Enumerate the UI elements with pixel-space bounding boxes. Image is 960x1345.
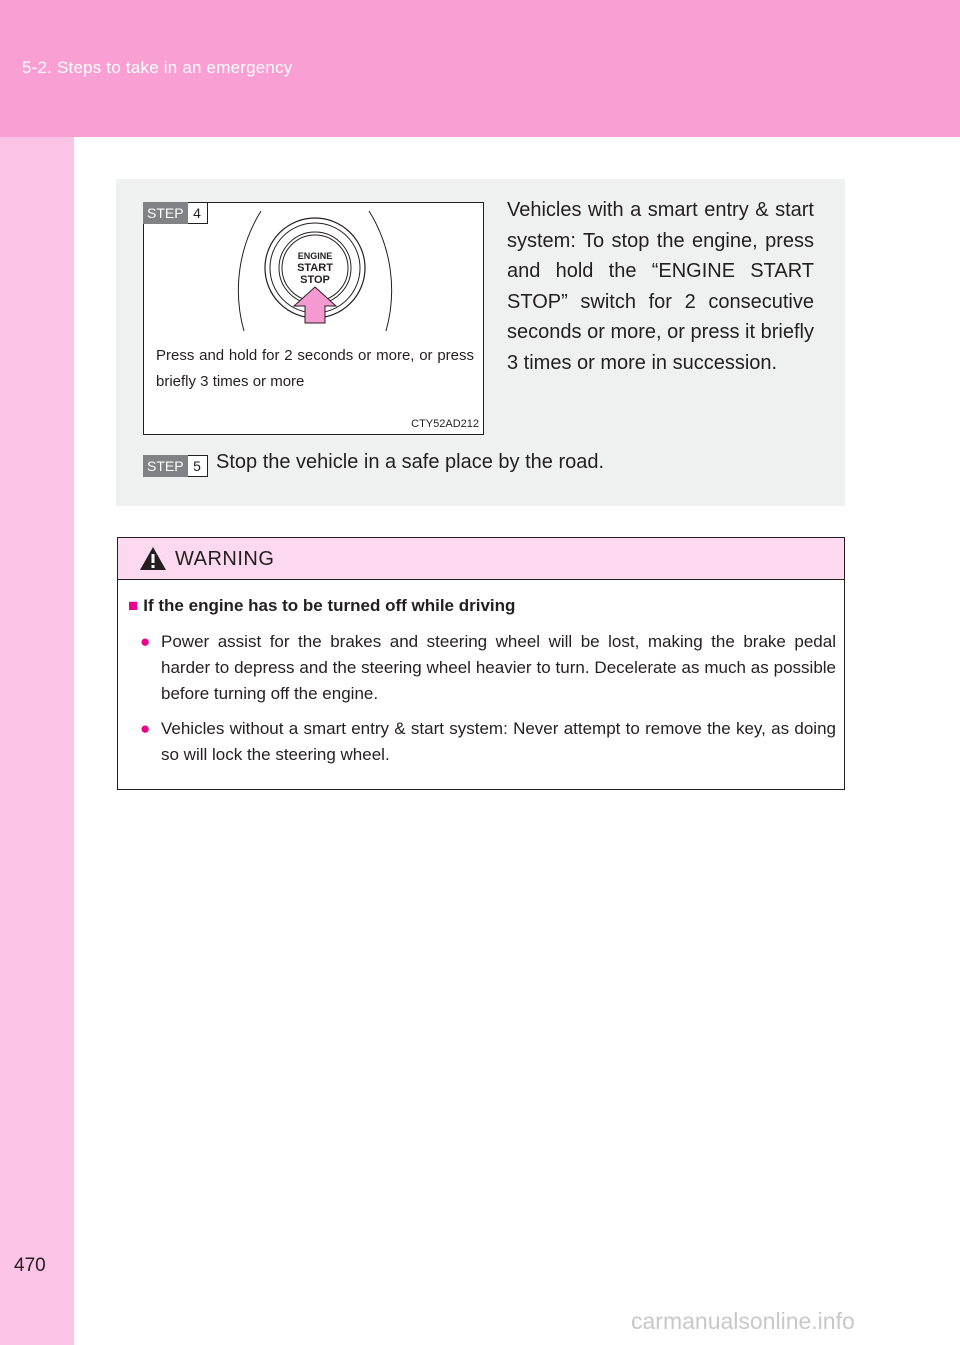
- side-band: [0, 137, 74, 1345]
- engine-switch-figure: [143, 202, 484, 435]
- button-text-line3: STOP: [300, 274, 330, 286]
- figure-caption: Press and hold for 2 seconds or more, or press briefly 3 times or more: [156, 347, 474, 390]
- warning-bullet-text: Power assist for the brakes and steering wheel will be lost, making the brake pedal harder to depress and the steering wheel heavier to turn. Decelerate as much as possible before turning off the engine.: [161, 632, 836, 703]
- watermark: carmanualsonline.info: [631, 1308, 855, 1334]
- warning-title: WARNING: [175, 548, 275, 570]
- step-tag-number: 4: [188, 202, 208, 224]
- warning-subheading-text: If the engine has to be turned off while driving: [143, 596, 516, 615]
- square-bullet-icon: ■: [128, 596, 139, 615]
- step-5-tag: [143, 455, 208, 477]
- button-text-line1: ENGINE: [297, 251, 333, 261]
- step-5-text: Stop the vehicle in a safe place by the road.: [216, 451, 605, 473]
- page-number: 470: [14, 1255, 46, 1276]
- warning-bullet-2: [140, 716, 836, 768]
- step-4-text: Vehicles with a smart entry & start system: To stop the engine, press and hold the “ENGINE START STOP” switch for 2 consecutive seconds or more, or press it briefly 3 times or more in succession.: [507, 199, 814, 374]
- warning-header: [118, 538, 844, 580]
- figure-code: CTY52AD212: [411, 418, 479, 430]
- step-tag-label: STEP: [143, 455, 188, 477]
- warning-box: [117, 537, 845, 790]
- button-text-line2: START: [297, 262, 333, 274]
- step-tag-number: 5: [188, 455, 208, 477]
- warning-bullet-1: [140, 629, 836, 707]
- circle-bullet-icon: ●: [140, 719, 151, 738]
- right-arc: [369, 211, 392, 331]
- section-title: 5-2. Steps to take in an emergency: [22, 58, 293, 77]
- circle-bullet-icon: ●: [140, 632, 151, 651]
- warning-triangle-icon: [139, 546, 167, 571]
- left-arc: [238, 211, 261, 331]
- step-tag-label: STEP: [143, 202, 188, 224]
- warning-subheading: [128, 596, 515, 616]
- warning-bullet-text: Vehicles without a smart entry & start system: Never attempt to remove the key, as doing so will lock the steering wheel.: [161, 719, 836, 764]
- engine-start-stop-illustration: [144, 203, 485, 436]
